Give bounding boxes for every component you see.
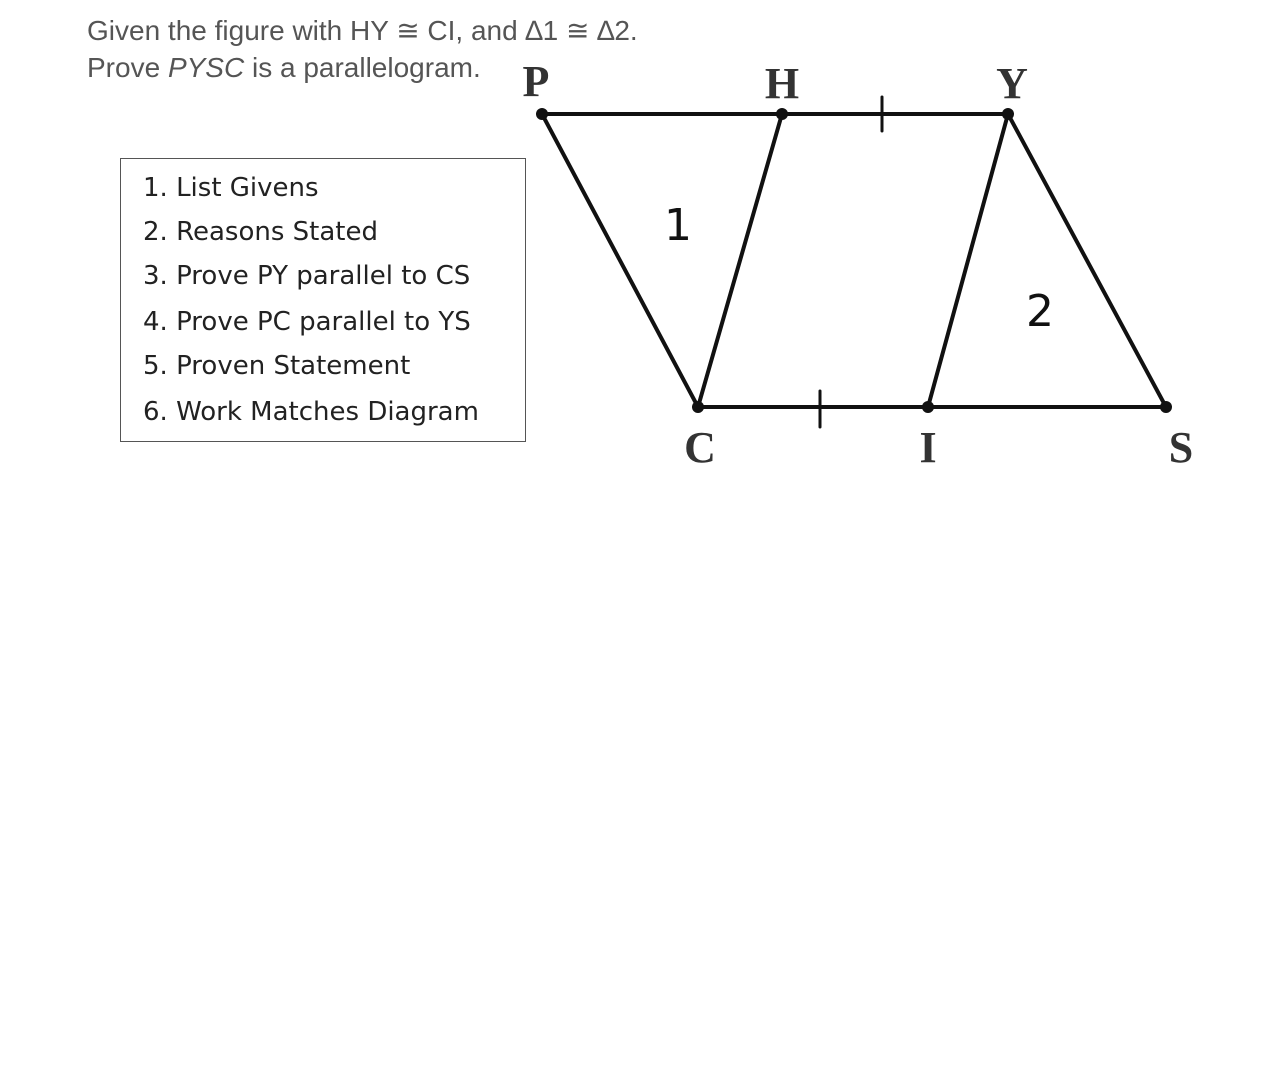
point-y-dot bbox=[1002, 108, 1014, 120]
point-i-dot bbox=[922, 401, 934, 413]
checklist-item: 6. Work Matches Diagram bbox=[143, 397, 479, 427]
segment-yi bbox=[928, 114, 1008, 407]
segment-ys bbox=[1008, 114, 1166, 407]
label-p: P bbox=[522, 57, 550, 106]
label-y: Y bbox=[996, 59, 1028, 108]
angle-1-label: 1 bbox=[664, 200, 692, 251]
label-s: S bbox=[1168, 423, 1194, 472]
given-angles: ∆1 ≅ ∆2. bbox=[525, 15, 638, 46]
segment-hc bbox=[698, 114, 782, 407]
prove-prefix: Prove bbox=[87, 52, 168, 83]
segment-pc bbox=[542, 114, 698, 407]
checklist-item: 5. Proven Statement bbox=[143, 351, 411, 381]
angle-2-label: 2 bbox=[1026, 286, 1054, 337]
checklist-item: 2. Reasons Stated bbox=[143, 217, 378, 247]
label-c: C bbox=[684, 423, 716, 472]
checklist-item: 4. Prove PC parallel to YS bbox=[143, 307, 471, 337]
point-c-dot bbox=[692, 401, 704, 413]
point-s-dot bbox=[1160, 401, 1172, 413]
given-text: Given the figure with HY ≅ CI, and bbox=[87, 15, 526, 46]
checklist-item: 3. Prove PY parallel to CS bbox=[143, 261, 471, 291]
point-p-dot bbox=[536, 108, 548, 120]
prove-suffix: is a parallelogram. bbox=[244, 52, 481, 83]
label-h: H bbox=[764, 59, 800, 108]
prove-shape: PYSC bbox=[167, 52, 245, 83]
checklist-item: 1. List Givens bbox=[143, 173, 319, 203]
label-i: I bbox=[919, 423, 937, 472]
point-h-dot bbox=[776, 108, 788, 120]
